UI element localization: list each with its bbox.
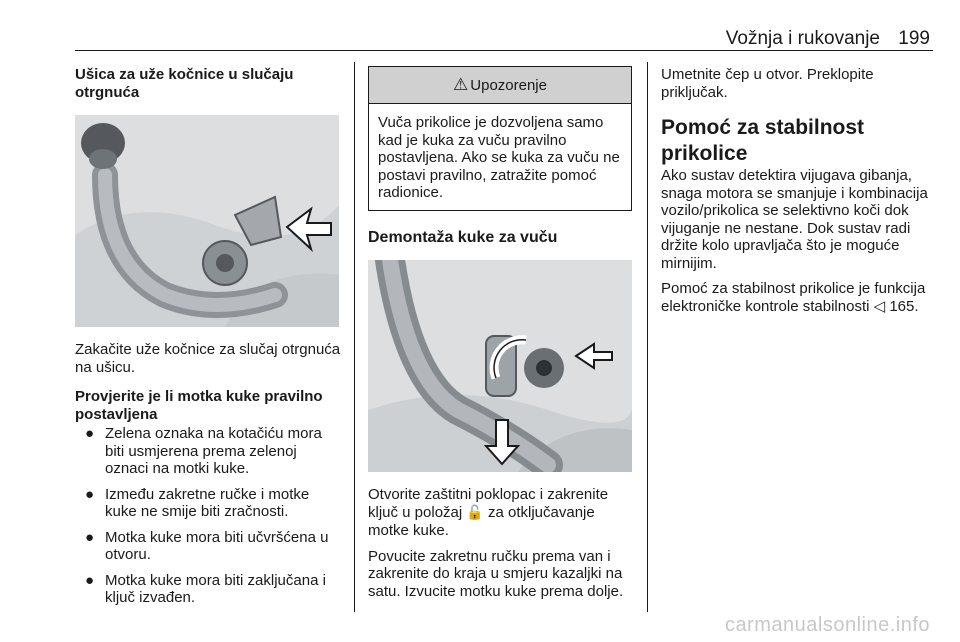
warning-box [368, 66, 632, 211]
removal-illustration [368, 260, 632, 472]
column-1 [75, 66, 343, 615]
warning-text: Vuča prikolice je dozvoljena samo kad je kuka za vuču pravilno postavljena. Ako se kuka za vuču ne postavi pravilno, zatražite pomoć radionice. [378, 114, 620, 201]
column-divider-1 [354, 62, 355, 612]
column-3 [661, 66, 933, 323]
bullet: ● [85, 528, 95, 546]
bullet: ● [85, 571, 95, 589]
list-item: ● Između zakretne ručke i motke kuke ne smije biti zračnosti. [85, 485, 310, 520]
warning-triangle-icon: ⚠ [453, 75, 469, 94]
column-divider-2 [647, 62, 648, 612]
warning-header [369, 67, 631, 104]
removal-step-1: Otvorite zaštitni poklopac i zakrenite ključ u položaj 🔓 za otključavanje motke kuke. [368, 486, 609, 539]
header-title: Vožnja i rukovanje [725, 28, 880, 49]
eyelet-heading: Ušica za uže kočnice u slučaju otrgnuća [75, 66, 294, 101]
page-reference-icon: ◁ [873, 297, 886, 315]
tow-hook-eyelet-drawing [75, 115, 339, 327]
tow-hook-removal-drawing [368, 260, 632, 472]
list-item: ● Zelena oznaka na kotačiću mora biti usmjerena prema zelenoj oznaci na motki kuke. [85, 425, 322, 477]
header-rule [75, 50, 933, 51]
eyelet-caption: Zakačite uže kočnice za slučaj otrgnuća na ušicu. [75, 341, 341, 376]
page-reference-link[interactable]: 165. [889, 297, 919, 315]
list-item: ● Motka kuke mora biti učvršćena u otvoru. [85, 528, 329, 563]
watermark: carmanualsonline.info [724, 614, 930, 636]
check-heading: Provjerite je li motka kuke pravilno postavljena [75, 388, 323, 423]
removal-step-2: Povucite zakretnu ručku prema van i zakrenite do kraja u smjeru kazaljki na satu. Izvucite motku kuke prema dolje. [368, 547, 624, 600]
stability-reference: Pomoć za stabilnost prikolice je funkcija elektroničke kontrole stabilnosti ◁ 165. [661, 280, 926, 315]
list-item: ● Motka kuke mora biti zaključana i ključ izvađen. [85, 571, 326, 606]
removal-heading: Demontaža kuke za vuču [368, 228, 558, 246]
eyelet-illustration [75, 115, 339, 327]
bullet: ● [85, 485, 95, 503]
check-list [75, 425, 343, 607]
column-2 [368, 66, 633, 608]
warning-title: Upozorenje [470, 77, 547, 94]
bullet: ● [85, 425, 95, 442]
plug-instruction: Umetnite čep u otvor. Preklopite priključak. [661, 66, 874, 101]
stability-description: Ako sustav detektira vijugava gibanja, snaga motora se smanjuje i kombinacija vozilo/prikolica se selektivno koči dok vijuganje ne nestane. Dok sustav radi držite kolo upravljača što je moguće mirnijim. [661, 167, 928, 272]
page-number: 199 [898, 28, 930, 49]
stability-heading: Pomoć za stabilnost prikolice [661, 116, 865, 165]
unlock-icon: 🔓 [466, 504, 484, 521]
